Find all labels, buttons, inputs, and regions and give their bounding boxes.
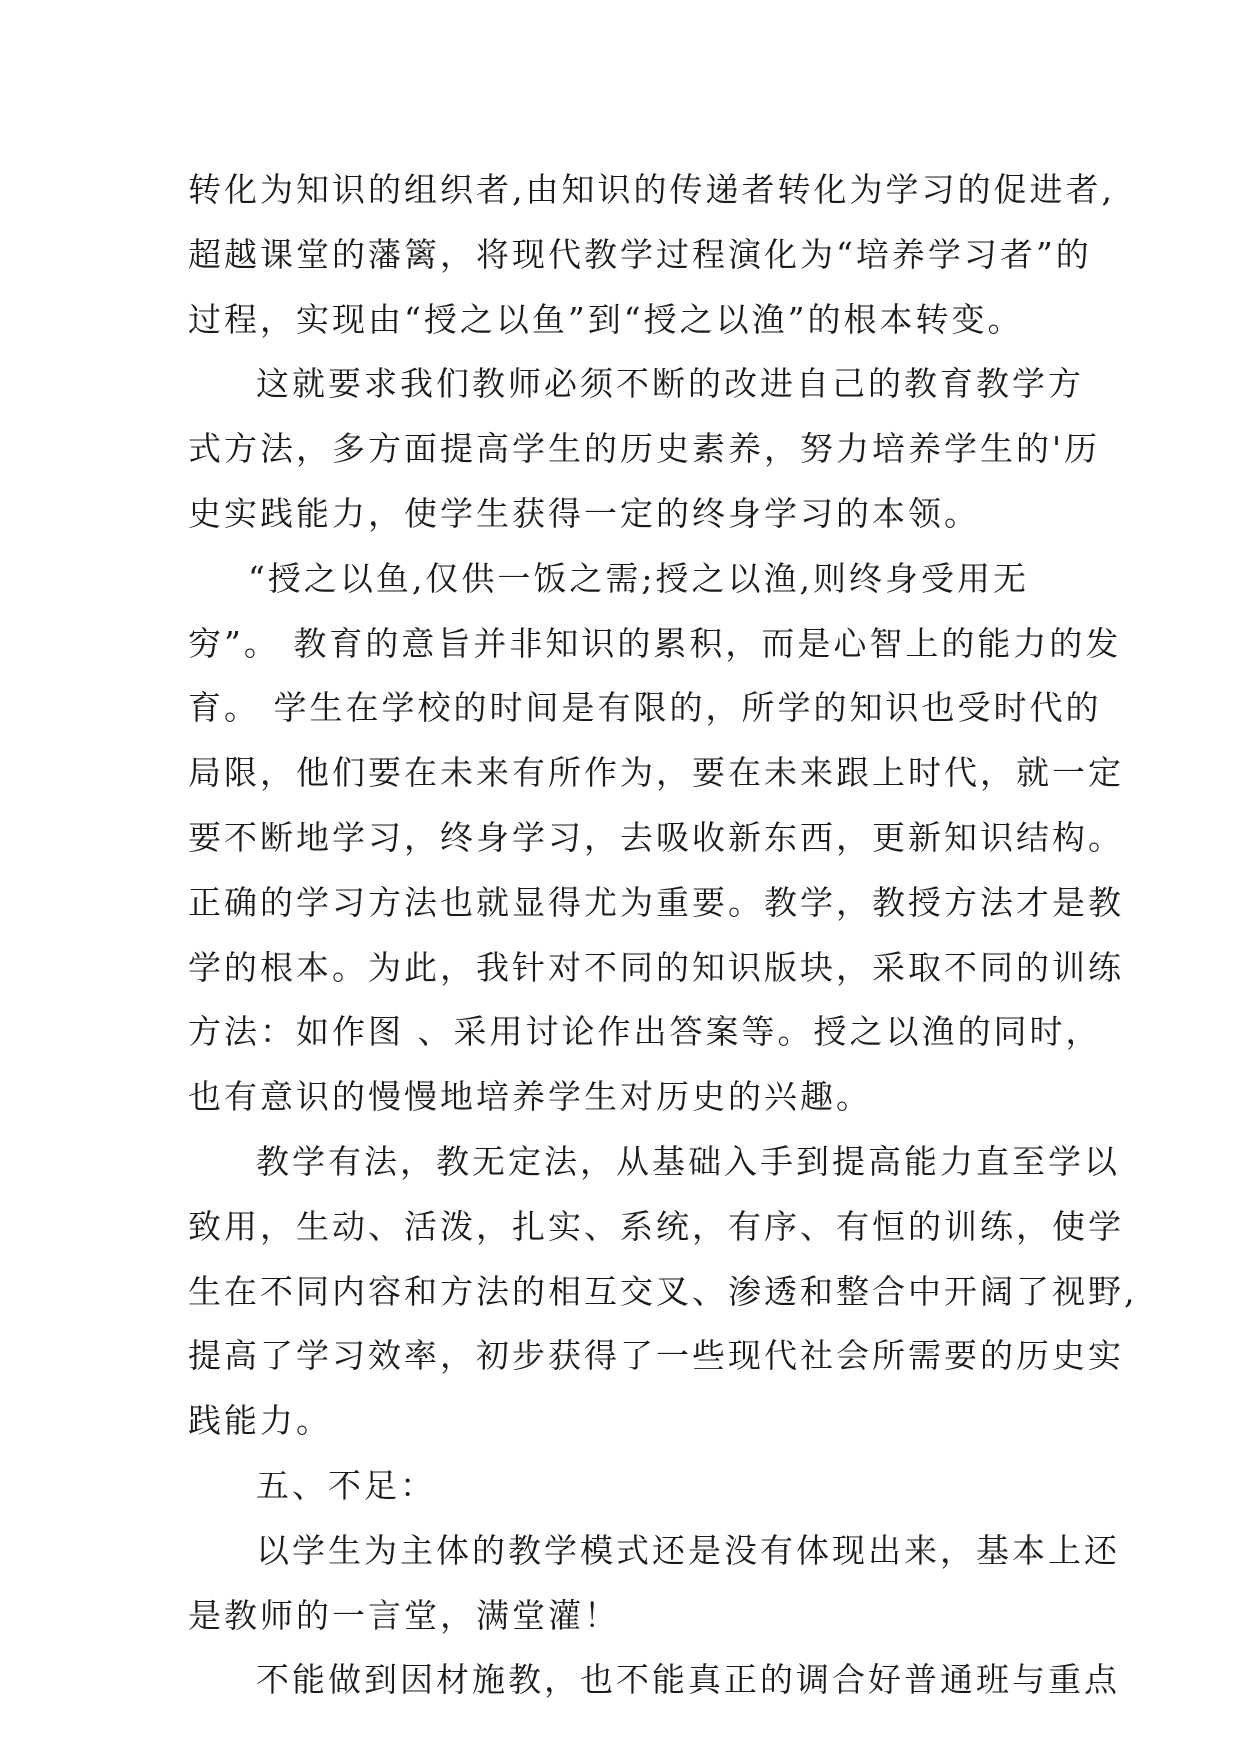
text-line: 方法：如作图 、采用讨论作出答案等。授之以渔的同时， (188, 1012, 1102, 1052)
text-line: 践能力。 (188, 1401, 332, 1441)
text-line: 超越课堂的藩篱，将现代教学过程演化为“培养学习者”的 (188, 234, 1092, 274)
paragraph-first-line: 这就要求我们教师必须不断的改进自己的教育教学方 (256, 364, 1084, 404)
text-line: 式方法，多方面提高学生的历史素养，努力培养学生的'历 (188, 429, 1101, 469)
paragraph-first-line: 以学生为主体的教学模式还是没有体现出来，基本上还 (256, 1530, 1120, 1570)
text-line: 转化为知识的组织者,由知识的传递者转化为学习的促进者, (188, 170, 1115, 209)
text-line: 也有意识的慢慢地培养学生对历史的兴趣。 (188, 1077, 872, 1117)
text-line: 学的根本。为此，我针对不同的知识版块，采取不同的训练 (188, 947, 1124, 987)
text-line: 正确的学习方法也就显得尤为重要。教学，教授方法才是教 (188, 882, 1124, 922)
text-line: 提高了学习效率，初步获得了一些现代社会所需要的历史实 (188, 1336, 1124, 1376)
paragraph-first-line: “授之以鱼,仅供一饭之需;授之以渔,则终身受用无 (248, 558, 1029, 598)
document-body (188, 158, 1138, 1713)
text-line: 过程，实现由“授之以鱼”到“授之以渔”的根本转变。 (188, 299, 1024, 339)
text-line: 生在不同内容和方法的相互交叉、渗透和整合中开阔了视野, (188, 1271, 1138, 1311)
paragraph-first-line: 教学有法，教无定法，从基础入手到提高能力直至学以 (256, 1141, 1120, 1181)
text-line: 局限，他们要在未来有所作为，要在未来跟上时代，就一定 (188, 753, 1124, 793)
text-line: 育。 学生在学校的时间是有限的，所学的知识也受时代的 (188, 688, 1102, 728)
text-line: 穷”。 教育的意旨并非知识的累积，而是心智上的能力的发 (188, 623, 1122, 663)
text-line: 史实践能力，使学生获得一定的终身学习的本领。 (188, 493, 980, 533)
section-heading: 五、不足： (256, 1465, 436, 1505)
paragraph-first-line: 不能做到因材施教，也不能真正的调合好普通班与重点 (256, 1660, 1120, 1700)
text-line: 是教师的一言堂，满堂灌！ (188, 1595, 620, 1635)
text-line: 要不断地学习，终身学习，去吸收新东西，更新知识结构。 (188, 817, 1124, 857)
text-line: 致用，生动、活泼，扎实、系统，有序、有恒的训练，使学 (188, 1206, 1124, 1246)
